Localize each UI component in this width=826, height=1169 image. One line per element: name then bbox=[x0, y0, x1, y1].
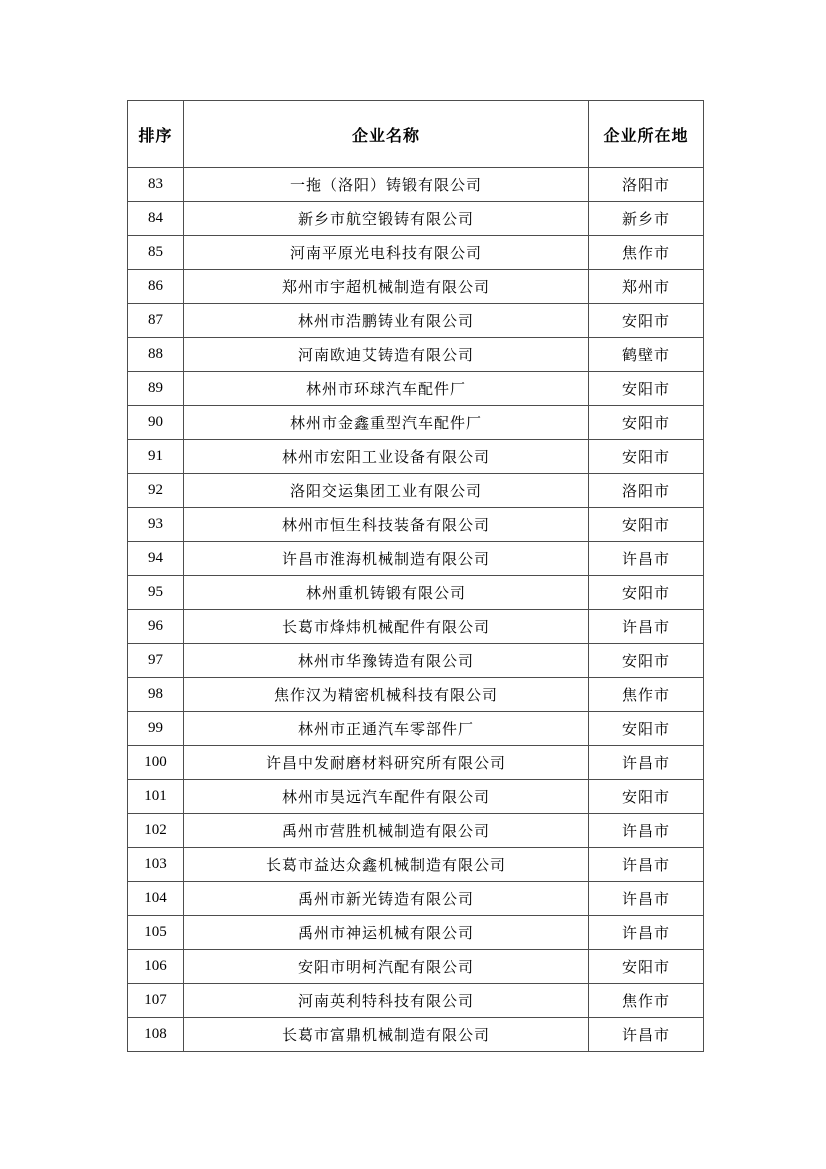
rank-cell: 107 bbox=[128, 984, 184, 1018]
rank-cell: 92 bbox=[128, 474, 184, 508]
company-name-cell: 新乡市航空锻铸有限公司 bbox=[184, 202, 589, 236]
company-name-cell: 林州市宏阳工业设备有限公司 bbox=[184, 440, 589, 474]
rank-cell: 90 bbox=[128, 406, 184, 440]
table-row bbox=[128, 236, 704, 270]
rank-cell: 98 bbox=[128, 678, 184, 712]
rank-cell: 91 bbox=[128, 440, 184, 474]
company-city-cell: 许昌市 bbox=[589, 746, 704, 780]
company-city-cell: 安阳市 bbox=[589, 304, 704, 338]
table-row bbox=[128, 372, 704, 406]
table-row bbox=[128, 610, 704, 644]
table-row bbox=[128, 304, 704, 338]
company-name-cell: 林州市恒生科技装备有限公司 bbox=[184, 508, 589, 542]
rank-cell: 102 bbox=[128, 814, 184, 848]
company-name-cell: 林州市金鑫重型汽车配件厂 bbox=[184, 406, 589, 440]
company-name-cell: 禹州市新光铸造有限公司 bbox=[184, 882, 589, 916]
table-row bbox=[128, 882, 704, 916]
table-row bbox=[128, 474, 704, 508]
company-name-cell: 林州市华豫铸造有限公司 bbox=[184, 644, 589, 678]
rank-cell: 99 bbox=[128, 712, 184, 746]
rank-cell: 101 bbox=[128, 780, 184, 814]
company-city-cell: 焦作市 bbox=[589, 236, 704, 270]
header-rank: 排序 bbox=[128, 101, 184, 168]
company-name-cell: 河南平原光电科技有限公司 bbox=[184, 236, 589, 270]
table-row bbox=[128, 406, 704, 440]
company-city-cell: 安阳市 bbox=[589, 440, 704, 474]
rank-cell: 103 bbox=[128, 848, 184, 882]
table-row bbox=[128, 712, 704, 746]
company-city-cell: 鹤壁市 bbox=[589, 338, 704, 372]
table-row bbox=[128, 440, 704, 474]
table-row bbox=[128, 746, 704, 780]
company-city-cell: 许昌市 bbox=[589, 542, 704, 576]
table-row bbox=[128, 916, 704, 950]
company-city-cell: 郑州市 bbox=[589, 270, 704, 304]
table-row bbox=[128, 1018, 704, 1052]
rank-cell: 105 bbox=[128, 916, 184, 950]
company-name-cell: 安阳市明柯汽配有限公司 bbox=[184, 950, 589, 984]
company-ranking-table bbox=[127, 100, 704, 1052]
company-city-cell: 许昌市 bbox=[589, 848, 704, 882]
company-name-cell: 河南欧迪艾铸造有限公司 bbox=[184, 338, 589, 372]
table-row bbox=[128, 338, 704, 372]
rank-cell: 83 bbox=[128, 168, 184, 202]
rank-cell: 93 bbox=[128, 508, 184, 542]
company-name-cell: 林州市环球汽车配件厂 bbox=[184, 372, 589, 406]
company-city-cell: 安阳市 bbox=[589, 508, 704, 542]
company-city-cell: 许昌市 bbox=[589, 882, 704, 916]
company-name-cell: 郑州市宇超机械制造有限公司 bbox=[184, 270, 589, 304]
rank-cell: 88 bbox=[128, 338, 184, 372]
rank-cell: 85 bbox=[128, 236, 184, 270]
company-name-cell: 许昌中发耐磨材料研究所有限公司 bbox=[184, 746, 589, 780]
rank-cell: 94 bbox=[128, 542, 184, 576]
company-city-cell: 安阳市 bbox=[589, 372, 704, 406]
header-company-name: 企业名称 bbox=[184, 101, 589, 168]
rank-cell: 108 bbox=[128, 1018, 184, 1052]
rank-cell: 86 bbox=[128, 270, 184, 304]
table-row bbox=[128, 576, 704, 610]
table-header-row bbox=[128, 101, 704, 168]
company-city-cell: 安阳市 bbox=[589, 576, 704, 610]
company-name-cell: 禹州市神运机械有限公司 bbox=[184, 916, 589, 950]
table-row bbox=[128, 202, 704, 236]
company-city-cell: 许昌市 bbox=[589, 916, 704, 950]
rank-cell: 96 bbox=[128, 610, 184, 644]
rank-cell: 100 bbox=[128, 746, 184, 780]
company-name-cell: 禹州市营胜机械制造有限公司 bbox=[184, 814, 589, 848]
rank-cell: 97 bbox=[128, 644, 184, 678]
company-name-cell: 林州市浩鹏铸业有限公司 bbox=[184, 304, 589, 338]
table-row bbox=[128, 814, 704, 848]
table-row bbox=[128, 542, 704, 576]
company-city-cell: 洛阳市 bbox=[589, 168, 704, 202]
company-city-cell: 许昌市 bbox=[589, 814, 704, 848]
company-name-cell: 长葛市富鼎机械制造有限公司 bbox=[184, 1018, 589, 1052]
company-city-cell: 安阳市 bbox=[589, 406, 704, 440]
company-city-cell: 安阳市 bbox=[589, 644, 704, 678]
company-city-cell: 安阳市 bbox=[589, 950, 704, 984]
table-row bbox=[128, 270, 704, 304]
table-row bbox=[128, 848, 704, 882]
company-city-cell: 安阳市 bbox=[589, 712, 704, 746]
table-row bbox=[128, 780, 704, 814]
company-name-cell: 林州市昊远汽车配件有限公司 bbox=[184, 780, 589, 814]
table-row bbox=[128, 678, 704, 712]
company-city-cell: 安阳市 bbox=[589, 780, 704, 814]
table-row bbox=[128, 644, 704, 678]
company-city-cell: 新乡市 bbox=[589, 202, 704, 236]
company-city-cell: 焦作市 bbox=[589, 678, 704, 712]
company-name-cell: 林州市正通汽车零部件厂 bbox=[184, 712, 589, 746]
company-name-cell: 许昌市淮海机械制造有限公司 bbox=[184, 542, 589, 576]
company-city-cell: 洛阳市 bbox=[589, 474, 704, 508]
header-company-city: 企业所在地 bbox=[589, 101, 704, 168]
company-name-cell: 一拖（洛阳）铸锻有限公司 bbox=[184, 168, 589, 202]
company-city-cell: 许昌市 bbox=[589, 1018, 704, 1052]
company-name-cell: 焦作汉为精密机械科技有限公司 bbox=[184, 678, 589, 712]
table-row bbox=[128, 168, 704, 202]
company-name-cell: 长葛市益达众鑫机械制造有限公司 bbox=[184, 848, 589, 882]
table-body bbox=[128, 168, 704, 1052]
table-row bbox=[128, 984, 704, 1018]
company-name-cell: 林州重机铸锻有限公司 bbox=[184, 576, 589, 610]
table-row bbox=[128, 950, 704, 984]
rank-cell: 95 bbox=[128, 576, 184, 610]
company-name-cell: 长葛市烽炜机械配件有限公司 bbox=[184, 610, 589, 644]
company-name-cell: 河南英利特科技有限公司 bbox=[184, 984, 589, 1018]
company-city-cell: 许昌市 bbox=[589, 610, 704, 644]
rank-cell: 84 bbox=[128, 202, 184, 236]
table-row bbox=[128, 508, 704, 542]
company-city-cell: 焦作市 bbox=[589, 984, 704, 1018]
company-name-cell: 洛阳交运集团工业有限公司 bbox=[184, 474, 589, 508]
rank-cell: 104 bbox=[128, 882, 184, 916]
rank-cell: 106 bbox=[128, 950, 184, 984]
rank-cell: 87 bbox=[128, 304, 184, 338]
rank-cell: 89 bbox=[128, 372, 184, 406]
